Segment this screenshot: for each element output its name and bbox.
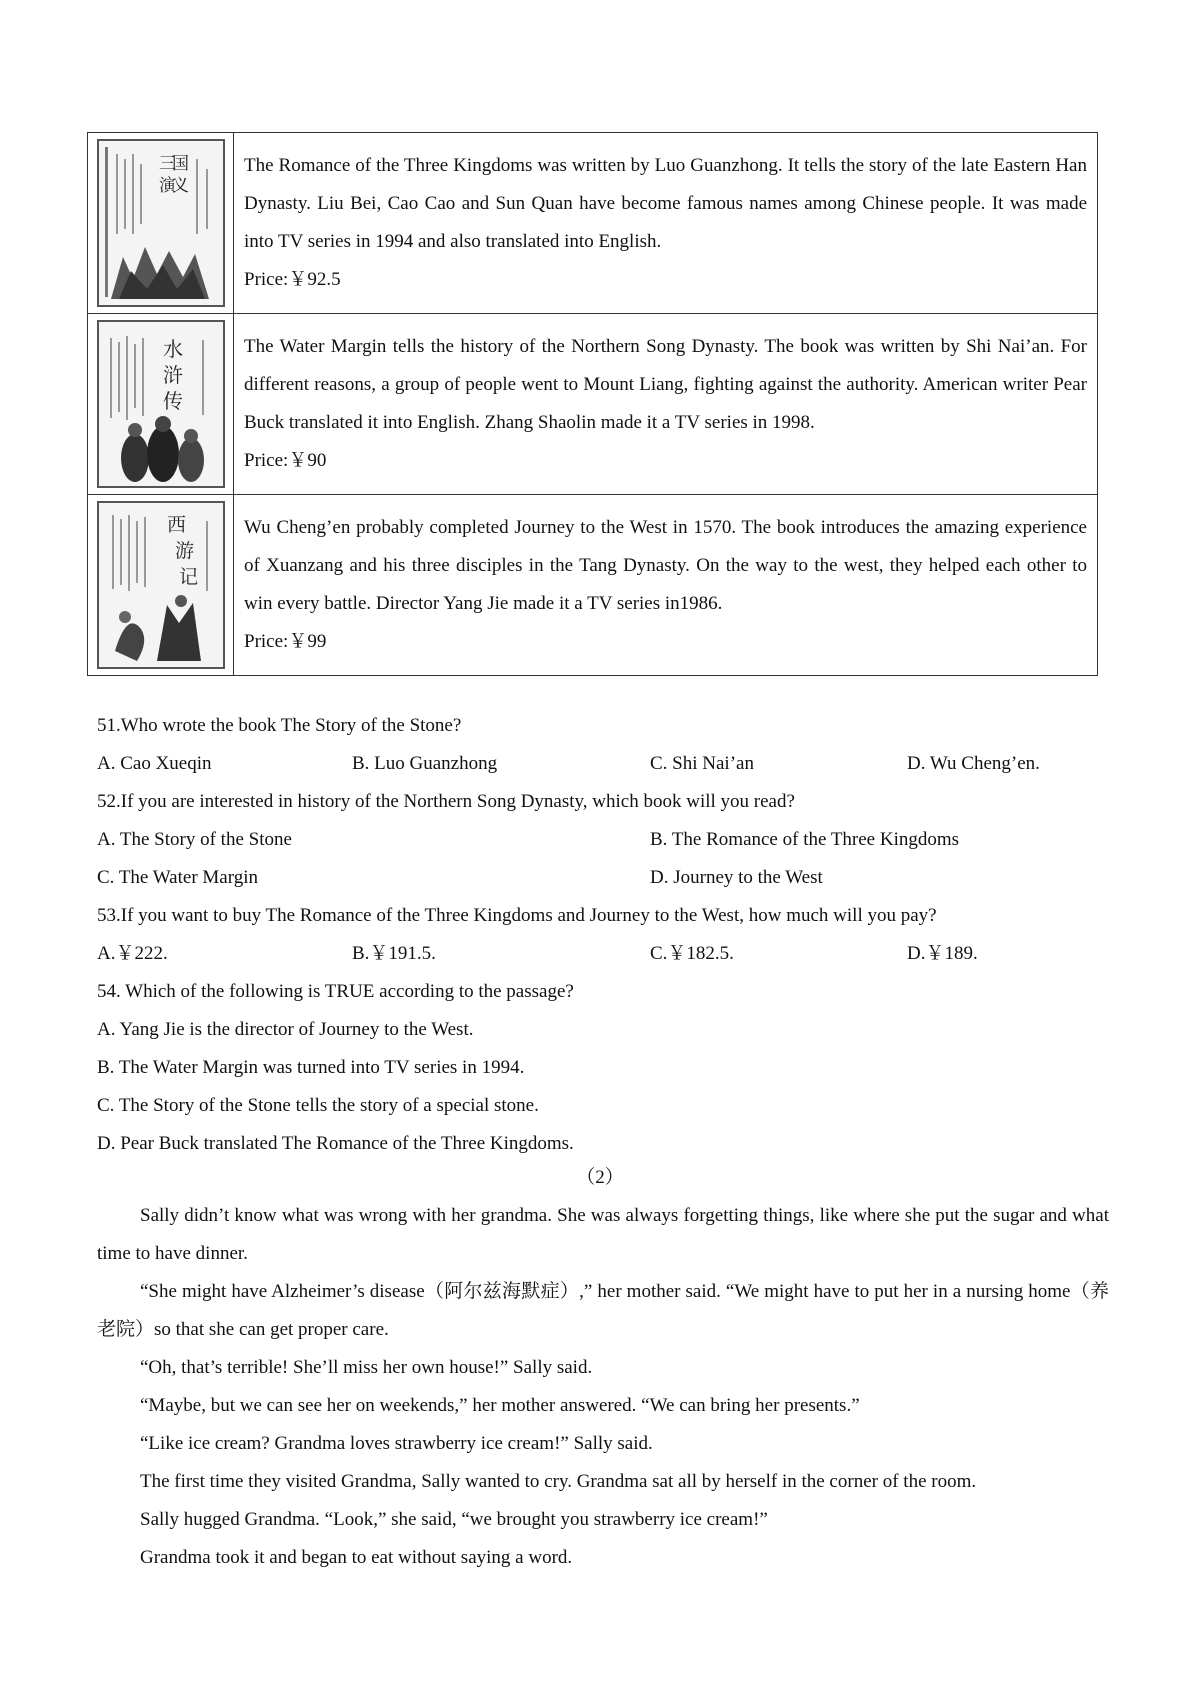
option-c: C. Shi Nai’an bbox=[650, 753, 754, 774]
option-b: B. Luo Guanzhong bbox=[352, 753, 498, 774]
book-cover-cell bbox=[88, 495, 234, 676]
book-row-2 bbox=[88, 314, 1098, 495]
book-description: Wu Cheng’en probably completed Journey to the West in 1570. The book introduces the amazing experience of Xuanzang and his three disciples in the Tang Dynasty. On the way to the west, they helped each other to win every battle. Director Yang Jie made it a TV series in1986. bbox=[244, 517, 1087, 614]
svg-text:游: 游 bbox=[174, 540, 194, 562]
option-c: C. The Water Margin bbox=[97, 867, 258, 888]
svg-text:浒: 浒 bbox=[162, 363, 183, 387]
book-row-1 bbox=[88, 133, 1098, 314]
option-a: A. The Story of the Stone bbox=[97, 829, 292, 850]
book-cover-image bbox=[97, 320, 225, 488]
question-options bbox=[97, 821, 1107, 859]
svg-text:国: 国 bbox=[171, 154, 189, 174]
svg-text:西: 西 bbox=[166, 514, 186, 536]
book-info-cell bbox=[234, 133, 1098, 314]
svg-text:水: 水 bbox=[162, 337, 183, 361]
book-price: Price:￥92.5 bbox=[244, 269, 341, 290]
passage-paragraph: Grandma took it and began to eat without saying a word. bbox=[140, 1547, 573, 1568]
book-info-cell bbox=[234, 314, 1098, 495]
svg-text:三: 三 bbox=[158, 154, 176, 174]
option-d: D.￥189. bbox=[907, 943, 978, 964]
book-row-3 bbox=[88, 495, 1098, 676]
passage-paragraph: “Oh, that’s terrible! She’ll miss her own house!” Sally said. bbox=[140, 1357, 593, 1378]
book-description: The Romance of the Three Kingdoms was written by Luo Guanzhong. It tells the story of the late Eastern Han Dynasty. Liu Bei, Cao Cao and Sun Quan have become famous names among Chinese people. It was made into TV series in 1994 and also translated into English. bbox=[244, 155, 1087, 252]
question-options bbox=[97, 859, 1107, 897]
option-a: A. Cao Xueqin bbox=[97, 753, 212, 774]
section-number: （2） bbox=[576, 1167, 624, 1188]
svg-text:传: 传 bbox=[162, 389, 183, 413]
svg-text:义: 义 bbox=[171, 176, 189, 196]
option-b: B.￥191.5. bbox=[352, 943, 436, 964]
reading-passage bbox=[97, 1197, 1109, 1577]
book-cover-cell bbox=[88, 133, 234, 314]
question-stem: 51.Who wrote the book The Story of the Stone? bbox=[97, 715, 462, 736]
book-cover-cell bbox=[88, 314, 234, 495]
question-options bbox=[97, 745, 1107, 783]
passage-paragraph: The first time they visited Grandma, Sally wanted to cry. Grandma sat all by herself in the corner of the room. bbox=[140, 1471, 977, 1492]
option-b: B. The Water Margin was turned into TV series in 1994. bbox=[97, 1057, 525, 1078]
option-d: D. Journey to the West bbox=[650, 867, 823, 888]
question-options bbox=[97, 935, 1107, 973]
questions-section bbox=[97, 707, 1107, 1163]
book-cover-image bbox=[97, 139, 225, 307]
option-b: B. The Romance of the Three Kingdoms bbox=[650, 829, 960, 850]
option-c: C.￥182.5. bbox=[650, 943, 734, 964]
option-a: A.￥222. bbox=[97, 943, 168, 964]
svg-text:记: 记 bbox=[178, 566, 198, 588]
option-c: C. The Story of the Stone tells the story of a special stone. bbox=[97, 1095, 539, 1116]
book-price: Price:￥90 bbox=[244, 450, 327, 471]
passage-paragraph: “Maybe, but we can see her on weekends,” her mother answered. “We can bring her presents.” bbox=[140, 1395, 860, 1416]
book-price: Price:￥99 bbox=[244, 631, 327, 652]
option-a: A. Yang Jie is the director of Journey to the West. bbox=[97, 1019, 474, 1040]
passage-paragraph: Sally didn’t know what was wrong with her grandma. She was always forgetting things, like where she put the sugar and what time to have dinner. bbox=[97, 1205, 1109, 1264]
book-table bbox=[87, 132, 1098, 676]
passage-paragraph: “She might have Alzheimer’s disease（阿尔兹海默症）,” her mother said. “We might have to put her in a nursing home（养老院）so that she can get proper care. bbox=[97, 1281, 1109, 1340]
question-stem: 52.If you are interested in history of the Northern Song Dynasty, which book will you read? bbox=[97, 791, 795, 812]
option-d: D. Pear Buck translated The Romance of the Three Kingdoms. bbox=[97, 1133, 574, 1154]
passage-paragraph: “Like ice cream? Grandma loves strawberry ice cream!” Sally said. bbox=[140, 1433, 653, 1454]
option-d: D. Wu Cheng’en. bbox=[907, 753, 1040, 774]
book-cover-image bbox=[97, 501, 225, 669]
book-info-cell bbox=[234, 495, 1098, 676]
book-description: The Water Margin tells the history of the Northern Song Dynasty. The book was written by Shi Nai’an. For different reasons, a group of people went to Mount Liang, fighting against the authority. American writer Pear Buck translated it into English. Zhang Shaolin made it a TV series in 1998. bbox=[244, 336, 1087, 433]
passage-paragraph: Sally hugged Grandma. “Look,” she said, “we brought you strawberry ice cream!” bbox=[140, 1509, 768, 1530]
question-stem: 53.If you want to buy The Romance of the Three Kingdoms and Journey to the West, how much will you pay? bbox=[97, 905, 937, 926]
question-stem: 54. Which of the following is TRUE according to the passage? bbox=[97, 981, 574, 1002]
svg-text:演: 演 bbox=[158, 176, 176, 196]
